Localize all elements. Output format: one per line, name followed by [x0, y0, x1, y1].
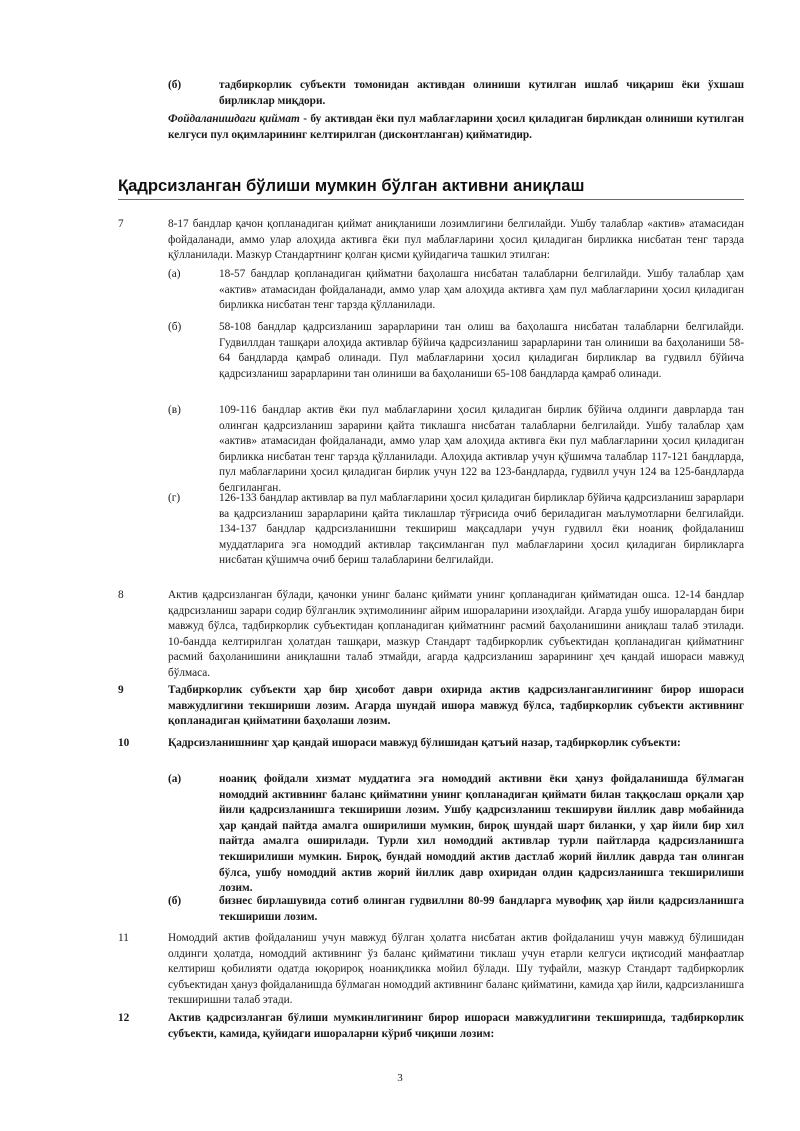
paragraph-text: Актив қадрсизланган бўлади, қачонки унинг баланс қиймати унинг қопланадиган қийматидан ошса. 12-14 бандлар қадрсизланиш зарари содир бўлганлик эҳтимолининг айрим ишораларини изоҳлайди. Агарда ушбу ишоралардан бири мавжуд бўлса, тадбиркорлик субъектидан қопланадиган қийматнинг расмий баҳоланишини аниқлаш талаб этилади. 10-бандда келтирилган ҳолатдан ташқари, мазкур Стандарт тадбиркорлик субъектидан қопланадиган қийматнинг расмий баҳоланишини аниқлашни талаб этмайди, агарда қадрсизланиш зарарининг ҳеч қандай ишораси мавжуд бўлмаса. [168, 589, 744, 679]
paragraph-text: Тадбиркорлик субъекти ҳар бир ҳисобот даври охирида актив қадрсизланганлигининг бирор ишораси мавжудлигини текшириши лозим. Агарда шундай ишора мавжуд бўлса, тадбиркорлик субъекти активнинг қопланадиган қийматини баҳолаши лозим. [168, 684, 744, 728]
list-item-label: (а) [168, 773, 182, 785]
list-item-text: 18-57 бандлар қопланадиган қийматни баҳолашга нисбатан талабларни белгилайди. Ушбу талаблар ҳам «актив» атамасидан фойдаланади, аммо улар ҳам алоҳида активга ҳам пул маблағларини ҳосил қиладиган бирликка нисбатан тенг тарзда қўлланилади. [219, 268, 744, 312]
list-item-text: 126-133 бандлар активлар ва пул маблағларини ҳосил қиладиган бирликлар бўйича қадрсизланиш зарарлари ва қадрсизланиш зарарларини қайта тиклашлар тўғрисида очиб бериладиган маълумотларни белгилайди. 134-137 бандлар қадрсизланишни текшириш мақсадлари учун гудвилл ёки ноаниқ фойдаланиш муддатларига эга номоддий активлар тақсимланган пул маблағларини ҳосил қиладиган бирликларга нисбатан қўшимча очиб бериш талабларини белгилайди. [219, 492, 744, 567]
list-item-7a [168, 267, 744, 314]
list-item-text: 109-116 бандлар актив ёки пул маблағларини ҳосил қиладиган бирлик бўйича олдинги даврларда тан олинган қадрсизланиш зарарини қайта тиклашга нисбатан талабларни белгилайди. Ушбу талаблар ҳам «актив» атамасидан фойдаланади, аммо улар ҳам алоҳида активга ёки пул маблағларини ҳосил қиладиган бирликка нисбатан тенг тарзда қўлланилади. Алоҳида активлар учун қўшимча талаблар 117-121 бандларда, пул маблағларини ҳосил қиладиган бирлик учун 122 ва 123-бандларда, гудвилл учун 124 ва 125-бандларда белгиланган. [219, 404, 744, 494]
paragraph-number: 9 [118, 684, 124, 696]
paragraph-text: 8-17 бандлар қачон қопланадиган қиймат аниқланиши лозимлигини белгилайди. Ушбу талаблар «актив» атамасидан фойдаланади, аммо улар алоҳида активга ёки пул маблағларини ҳосил қиладиган бирликка нисбатан тенг тарзда қўлланилади. Мазкур Стандартнинг қолган қисми қуйидагича ташкил этилган: [168, 218, 744, 262]
list-item-text: ноаниқ фойдали хизмат муддатига эга номоддий активни ёки ҳануз фойдаланишда бўлмаган номоддий активнинг баланс қийматини унинг қопланадиган қиймати билан таққослаш орқали ҳар йили қадрсизланишга текшириши лозим. Ушбу қадрсизланиш текшируви йиллик давр мобайнида ҳар қандай пайтда амалга оширилиши мумкин, бироқ шундай шарт биланки, у ҳар йили бир хил пайтда амалга оширилади. Турли хил номоддий активлар турли пайтларда қадрсизланишга текширилиши мумкин. Бироқ, бундай номоддий актив дастлаб жорий йиллик даврда тан олинган бўлса, ушбу номоддий актив жорий йиллик давр охиридан олдин қадрсизланишга текширилиши лозим. [219, 773, 744, 895]
paragraph-10 [118, 736, 744, 752]
section-heading: Қадрсизланган бўлиши мумкин бўлган активни аниқлаш [118, 176, 744, 200]
list-item-10a [168, 772, 744, 897]
list-item-7b [168, 320, 744, 382]
list-item-label: (б) [168, 321, 182, 333]
paragraph-7 [118, 217, 744, 264]
paragraph-12 [118, 1011, 744, 1042]
paragraph-number: 12 [118, 1012, 130, 1024]
paragraph-number: 8 [118, 589, 124, 601]
paragraph-11 [118, 931, 744, 1009]
paragraph-text: Қадрсизланишнинг ҳар қандай ишораси мавжуд бўлишидан қатъий назар, тадбиркорлик субъекти: [168, 737, 681, 749]
list-item-label: (а) [168, 268, 181, 280]
list-item-text: тадбиркорлик субъекти томонидан активдан олиниши кутилган ишлаб чиқариш ёки ўхшаш бирликлар миқдори. [219, 79, 744, 107]
paragraph-text: Номоддий актив фойдаланиш учун мавжуд бўлган ҳолатга нисбатан актив фойдаланиш учун мавжуд бўлишидан олдинги ҳолатда, номоддий активнинг ўз баланс қийматини тиклаш учун етарли келгуси иқтисодий манфаатлар келтириш қобилияти одатда юқорироқ ноаниқликка мойил бўлади. Шу туфайли, мазкур Стандарт тадбиркорлик субъектидан ҳануз фойдаланишда бўлмаган номоддий активнинг баланс қийматини, камида ҳар йили, қадрсизланишга текширишни талаб этади. [168, 932, 744, 1007]
list-item-text: 58-108 бандлар қадрсизланиш зарарларини тан олиш ва баҳолашга нисбатан талабларни белгилайди. Гудвиллдан ташқари алоҳида активлар бўйича қадрсизланиш зарарларини тан олиниши ва баҳоланиши 58-64 бандларда қамраб олинади. Пул маблағларини ҳосил қиладиган бирликлар ва гудвилл бўйича қадрсизланиш зарарларини тан олиниши ва баҳоланиши 65-108 бандларда қамраб олинади. [219, 321, 744, 380]
list-item-label: (б) [168, 79, 182, 91]
definition-text: - бу активдан ёки пул маблағларини ҳосил қиладиган бирликдан олиниши кутилган келгуси пул оқимларининг келтирилган (дисконтланган) қийматидир. [168, 113, 745, 141]
paragraph-number: 7 [118, 218, 124, 230]
list-item-label: (б) [168, 895, 182, 907]
paragraph-number: 11 [118, 932, 129, 944]
page-number: 3 [397, 1072, 403, 1084]
list-item-label: (г) [168, 492, 181, 504]
list-item-7c [168, 403, 744, 497]
paragraph-text: Актив қадрсизланган бўлиши мумкинлигининг бирор ишораси мавжудлигини текширишда, тадбиркорлик субъекти, камида, қуйидаги ишораларни кўриб чиқиши лозим: [168, 1012, 744, 1040]
list-item-b-top [168, 78, 744, 109]
paragraph-8 [118, 588, 744, 682]
list-item-7d [168, 491, 744, 569]
list-item-text: бизнес бирлашувида сотиб олинган гудвиллни 80-99 бандларга мувофиқ ҳар йили қадрсизланишга текшириши лозим. [219, 895, 744, 923]
list-item-10b [168, 894, 744, 925]
paragraph-9 [118, 683, 744, 730]
definition-term: Фойдаланишдаги қиймат [168, 113, 300, 125]
definition-paragraph [168, 112, 744, 143]
paragraph-number: 10 [118, 737, 130, 749]
list-item-label: (в) [168, 404, 181, 416]
